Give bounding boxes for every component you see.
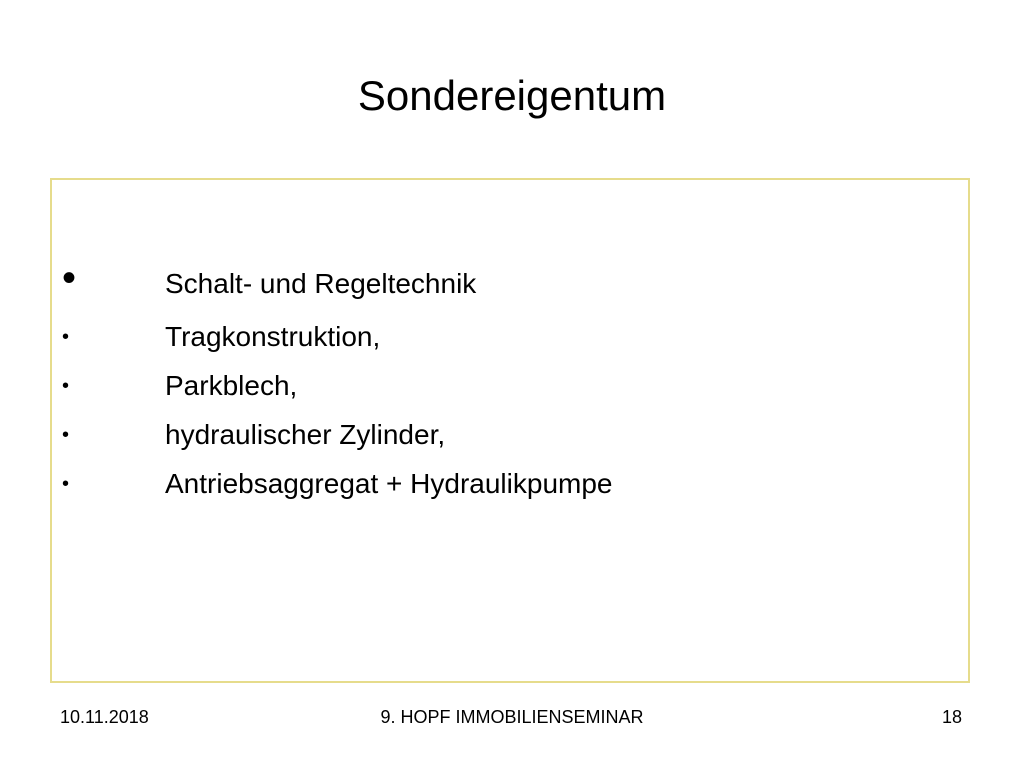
list-item-text: Tragkonstruktion, <box>165 321 381 352</box>
bullet-icon: • <box>62 256 77 300</box>
footer-date: 10.11.2018 <box>60 707 149 727</box>
bullet-icon: • <box>62 424 70 446</box>
list-item <box>52 467 932 507</box>
bullet-icon: • <box>62 375 70 397</box>
list-item <box>52 418 932 458</box>
list-item-text: Schalt- und Regeltechnik <box>165 268 477 299</box>
list-item <box>52 369 932 409</box>
page-number: 18 <box>941 707 962 727</box>
bullet-icon: • <box>62 473 70 495</box>
list-item-text: Parkblech, <box>165 370 298 401</box>
bullet-icon: • <box>62 326 70 348</box>
list-item-text: hydraulischer Zylinder, <box>165 419 446 450</box>
slide-title: Sondereigentum <box>357 72 667 119</box>
content-box <box>50 178 970 683</box>
list-item-text: Antriebsaggregat + Hydraulikpumpe <box>165 468 613 499</box>
footer-event-title: 9. HOPF IMMOBILIENSEMINAR <box>380 707 644 727</box>
list-item <box>52 256 932 307</box>
list-item <box>52 320 932 360</box>
